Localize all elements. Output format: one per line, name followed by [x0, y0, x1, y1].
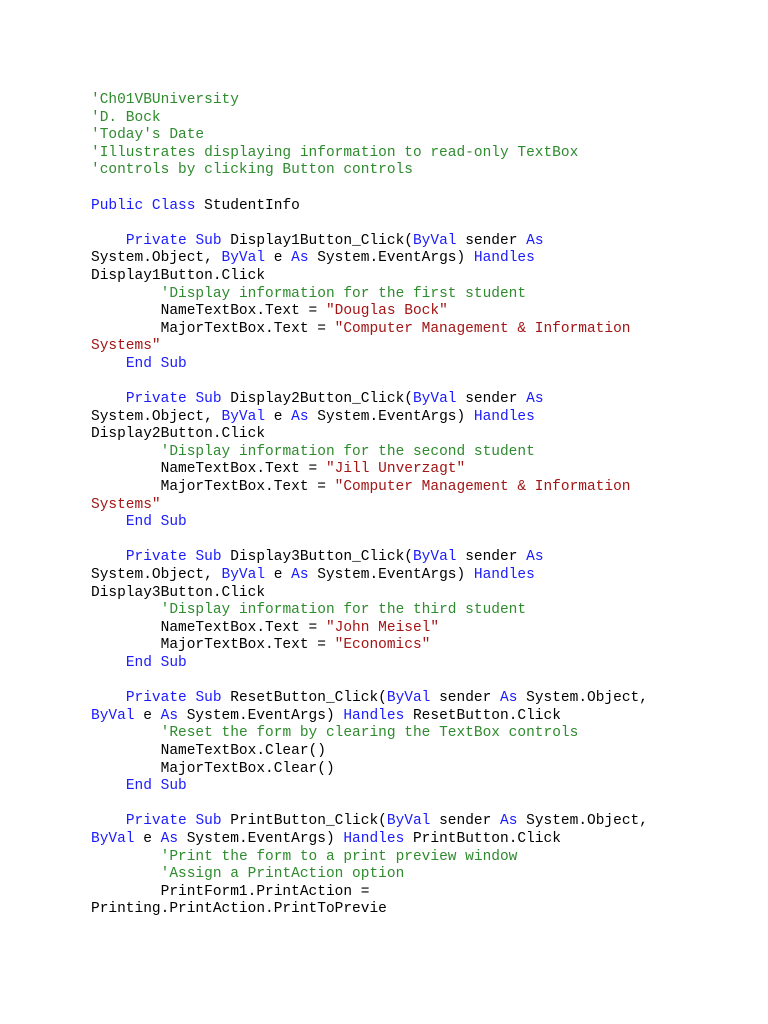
code-keyword: Class	[151, 197, 196, 214]
code-keyword: Sub	[160, 355, 187, 372]
code-text: Display2Button.Click	[91, 426, 266, 443]
code-keyword: ByVal	[412, 549, 457, 566]
code-text: Display2Button_Click(	[221, 391, 413, 408]
code-text: NameTextBox.Text =	[91, 619, 326, 636]
code-text: e	[265, 567, 292, 584]
code-keyword: Handles	[473, 250, 535, 267]
code-line	[91, 585, 648, 603]
code-comment: 'controls by clicking Button controls	[91, 162, 413, 179]
code-comment: 'Display information for the second student	[160, 443, 535, 460]
code-line	[91, 233, 648, 251]
code-keyword: Private	[125, 549, 187, 566]
code-keyword: Handles	[473, 567, 535, 584]
code-text	[91, 725, 161, 741]
code-keyword: End	[125, 655, 152, 671]
code-keyword: Sub	[160, 778, 187, 795]
code-text: Display1Button_Click(	[221, 232, 413, 249]
code-text: NameTextBox.Text =	[91, 303, 326, 320]
code-text	[91, 549, 126, 565]
code-line	[91, 479, 648, 497]
code-line	[91, 813, 648, 831]
code-keyword: As	[526, 232, 544, 249]
code-line	[91, 303, 648, 321]
code-line	[91, 620, 648, 638]
code-text	[91, 356, 126, 372]
code-line	[91, 215, 648, 233]
code-keyword: Sub	[160, 514, 187, 531]
code-keyword: As	[500, 690, 518, 707]
code-keyword: End	[125, 778, 152, 795]
code-text: e	[134, 830, 161, 847]
code-line	[91, 725, 648, 743]
code-text	[152, 514, 161, 530]
code-keyword: Private	[125, 232, 187, 249]
code-text: System.Object,	[517, 690, 648, 707]
code-keyword: As	[526, 549, 544, 566]
code-keyword: ByVal	[221, 408, 266, 425]
code-line	[91, 250, 648, 268]
code-line	[91, 866, 648, 884]
code-text: MajorTextBox.Text =	[91, 479, 335, 496]
code-line	[91, 461, 648, 479]
code-text: System.EventArgs)	[308, 567, 474, 584]
code-line	[91, 180, 648, 198]
code-line	[91, 444, 648, 462]
code-line	[91, 391, 648, 409]
code-text	[91, 391, 126, 407]
code-text	[91, 286, 161, 302]
code-line	[91, 514, 648, 532]
code-text: System.EventArgs)	[178, 830, 344, 847]
code-line	[91, 374, 648, 392]
code-keyword: As	[291, 408, 309, 425]
code-keyword: ByVal	[412, 232, 457, 249]
code-keyword: As	[500, 813, 518, 830]
code-text: PrintButton.Click	[404, 830, 561, 847]
code-line	[91, 884, 648, 902]
code-line	[91, 321, 648, 339]
code-keyword: As	[160, 830, 179, 847]
code-text: System.EventArgs)	[308, 408, 474, 425]
code-line	[91, 286, 648, 304]
code-text: System.Object,	[91, 408, 222, 425]
code-line	[91, 162, 648, 180]
code-line	[91, 127, 648, 145]
code-text: e	[134, 707, 161, 724]
code-line	[91, 110, 648, 128]
code-keyword: ByVal	[412, 391, 457, 408]
code-text: MajorTextBox.Clear()	[91, 760, 335, 777]
code-text: Display3Button.Click	[91, 584, 266, 601]
code-text: sender	[430, 813, 501, 830]
code-keyword: ByVal	[386, 813, 431, 830]
code-keyword: As	[526, 391, 544, 408]
code-keyword: ByVal	[91, 830, 135, 847]
code-text: NameTextBox.Text =	[91, 461, 326, 478]
code-line	[91, 338, 648, 356]
code-keyword: Private	[125, 690, 187, 707]
code-string: "Douglas Bock"	[325, 303, 448, 320]
code-listing	[91, 92, 648, 919]
code-keyword: Sub	[195, 690, 222, 707]
code-text: sender	[456, 549, 527, 566]
code-keyword: End	[125, 355, 152, 372]
code-comment: 'Illustrates displaying information to read-only TextBox	[91, 144, 579, 161]
code-comment: 'Display information for the first student	[160, 285, 527, 302]
code-text: StudentInfo	[195, 197, 300, 214]
code-line	[91, 901, 648, 919]
code-keyword: ByVal	[221, 250, 266, 267]
code-text	[91, 655, 126, 671]
code-comment: 'Today's Date	[91, 127, 205, 144]
code-text: System.EventArgs)	[178, 707, 344, 724]
code-comment: 'Assign a PrintAction option	[160, 866, 405, 883]
code-keyword: As	[291, 567, 309, 584]
code-string: "Computer Management & Information	[334, 320, 631, 337]
code-line	[91, 92, 648, 110]
code-text: sender	[456, 391, 527, 408]
code-keyword: Sub	[195, 813, 222, 830]
code-keyword: Public	[91, 197, 144, 214]
code-line	[91, 849, 648, 867]
code-text	[91, 233, 126, 249]
code-string: "Economics"	[334, 637, 431, 654]
code-line	[91, 145, 648, 163]
code-line	[91, 778, 648, 796]
code-text: System.EventArgs)	[308, 250, 474, 267]
code-keyword: As	[160, 707, 179, 724]
code-line	[91, 409, 648, 427]
code-line	[91, 743, 648, 761]
code-text	[143, 198, 152, 214]
code-text: PrintForm1.PrintAction =	[91, 883, 370, 900]
code-text: Printing.PrintAction.PrintToPrevie	[91, 901, 387, 918]
code-line	[91, 690, 648, 708]
code-keyword: Sub	[195, 232, 222, 249]
code-line	[91, 637, 648, 655]
code-keyword: Private	[125, 391, 187, 408]
code-keyword: Handles	[343, 707, 405, 724]
code-comment: 'Print the form to a print preview window	[160, 848, 518, 865]
code-line	[91, 356, 648, 374]
code-text	[152, 655, 161, 671]
code-line	[91, 761, 648, 779]
code-text	[91, 602, 161, 618]
code-text: System.Object,	[91, 567, 222, 584]
code-text	[91, 690, 126, 706]
code-comment: 'D. Bock	[91, 109, 161, 126]
code-line	[91, 655, 648, 673]
code-text	[152, 356, 161, 372]
code-line	[91, 497, 648, 515]
code-keyword: Private	[125, 813, 187, 830]
code-string: Systems"	[91, 338, 161, 355]
code-keyword: As	[291, 250, 309, 267]
code-line	[91, 796, 648, 814]
code-string: "John Meisel"	[325, 619, 440, 636]
code-line	[91, 673, 648, 691]
code-text: MajorTextBox.Text =	[91, 320, 335, 337]
code-keyword: ByVal	[386, 690, 431, 707]
code-text: System.Object,	[517, 813, 648, 830]
code-text: NameTextBox.Clear()	[91, 742, 326, 759]
code-keyword: ByVal	[91, 707, 135, 724]
code-keyword: Sub	[160, 655, 187, 671]
code-line	[91, 532, 648, 550]
code-line	[91, 708, 648, 726]
code-keyword: Sub	[195, 549, 222, 566]
code-keyword: Handles	[473, 408, 535, 425]
code-line	[91, 198, 648, 216]
code-comment: 'Display information for the third student	[160, 602, 527, 619]
code-text: e	[265, 250, 292, 267]
code-line	[91, 831, 648, 849]
code-text: ResetButton_Click(	[221, 690, 387, 707]
code-string: "Computer Management & Information	[334, 479, 631, 496]
code-text: MajorTextBox.Text =	[91, 637, 335, 654]
code-text	[152, 778, 161, 794]
code-text: sender	[430, 690, 501, 707]
code-text	[91, 444, 161, 460]
code-keyword: Sub	[195, 391, 222, 408]
code-string: "Jill Unverzagt"	[325, 461, 466, 478]
code-text: System.Object,	[91, 250, 222, 267]
code-text	[91, 778, 126, 794]
code-comment: 'Reset the form by clearing the TextBox controls	[160, 725, 579, 742]
code-string: Systems"	[91, 496, 161, 513]
code-text	[91, 849, 161, 865]
code-text: e	[265, 408, 292, 425]
code-line	[91, 426, 648, 444]
code-line	[91, 602, 648, 620]
code-text: Display1Button.Click	[91, 267, 266, 284]
code-line	[91, 268, 648, 286]
code-text: ResetButton.Click	[404, 707, 561, 724]
code-line	[91, 549, 648, 567]
code-text: PrintButton_Click(	[221, 813, 387, 830]
code-text: sender	[456, 232, 527, 249]
code-text	[91, 866, 161, 882]
code-keyword: Handles	[343, 830, 405, 847]
code-text: Display3Button_Click(	[221, 549, 413, 566]
code-keyword: ByVal	[221, 567, 266, 584]
code-comment: 'Ch01VBUniversity	[91, 92, 239, 108]
code-line	[91, 567, 648, 585]
code-text	[91, 514, 126, 530]
code-keyword: End	[125, 514, 152, 531]
code-text	[91, 813, 126, 829]
